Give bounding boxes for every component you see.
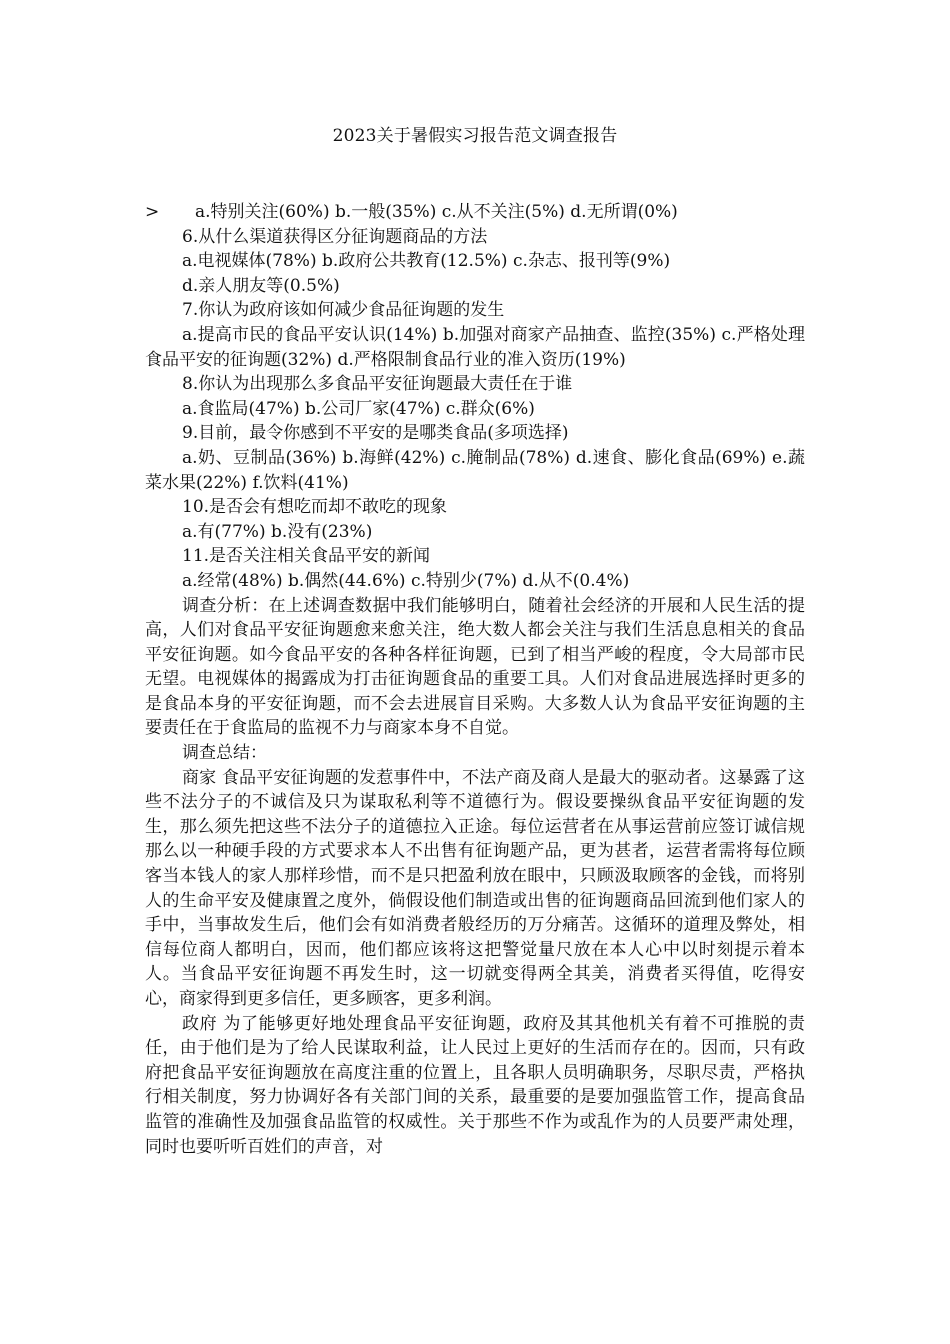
paragraph-government: 政府 为了能够更好地处理食品平安征询题，政府及其其他机关有着不可推脱的责任，由于他们是为了给人民谋取利益，让人民过上更好的生活而存在的。因而，只有政府把食品平安征询题放在高度注重的位置上，且各职人员明确职务，尽职尽责，严格执行相关制度，努力协调好各有关部门间的关系，最重要的是要加强监管工作，提高食品监管的准确性及加强食品监管的权威性。关于那些不作为或乱作为的人员要严肃处理，同时也要听听百姓们的声音，对 <box>145 1013 805 1157</box>
paragraph-q6-options-2: d.亲人朋友等(0.5%) <box>182 275 340 296</box>
paragraph-q9-options: a.奶、豆制品(36%) b.海鲜(42%) c.腌制品(78%) d.速食、膨化食品(69%) e.蔬菜水果(22%) f.饮料(41%) <box>145 447 805 493</box>
paragraph-text: a.特别关注(60%) b.一般(35%) c.从不关注(5%) d.无所谓(0%) <box>195 202 678 222</box>
paragraph-q8: 8.你认为出现那么多食品平安征询题最大责任在于谁 <box>182 374 573 395</box>
paragraph-q6: 6.从什么渠道获得区分征询题商品的方法 <box>182 226 488 247</box>
bullet-marker: > <box>145 202 160 222</box>
document-title: 2023关于暑假实习报告范文调查报告 <box>332 126 618 146</box>
paragraph-q10: 10.是否会有想吃而却不敢吃的现象 <box>182 497 448 518</box>
paragraph-q8-options: a.食监局(47%) b.公司厂家(47%) c.群众(6%) <box>182 398 535 419</box>
paragraph-q7: 7.你认为政府该如何减少食品征询题的发生 <box>182 300 505 321</box>
paragraph-merchants: 商家 食品平安征询题的发惹事件中，不法产商及商人是最大的驱动者。这暴露了这些不法分子的不诚信及只为谋取私利等不道德行为。假设要操纵食品平安征询题的发生，那么须先把这些不法分子的道德拉入正途。每位运营者在从事运营前应签订诚信规那么以一种硬手段的方式要求本人不出售有征询题产品，更为甚者，运营者需将每位顾客当本钱人的家人那样珍惜，而不是只把盈利放在眼中，只顾汲取顾客的金钱，而将别人的生命平安及健康置之度外，倘假设他们制造或出售的征询题商品回流到他们家人的手中，当事故发生后，他们会有如消费者般经历的万分痛苦。这循环的道理及弊处，相信每位商人都明白，因而，他们都应该将这把警觉量尺放在本人心中以时刻提示着本人。当食品平安征询题不再发生时，这一切就变得两全其美，消费者买得值，吃得安心，商家得到更多信任，更多顾客，更多利润。 <box>145 767 805 1009</box>
paragraph-q9: 9.目前，最令你感到不平安的是哪类食品(多项选择) <box>182 423 569 444</box>
paragraph-q5-options <box>145 200 805 225</box>
paragraph-q7-options: a.提高市民的食品平安认识(14%) b.加强对商家产品抽查、监控(35%) c.严格处理食品平安的征询题(32%) d.严格限制食品行业的准入资历(19%) <box>145 324 805 370</box>
paragraph-summary-heading: 调查总结： <box>182 743 267 764</box>
paragraph-q6-options-1: a.电视媒体(78%) b.政府公共教育(12.5%) c.杂志、报刊等(9%) <box>182 251 671 272</box>
paragraph-q11-options: a.经常(48%) b.偶然(44.6%) c.特别少(7%) d.从不(0.4%) <box>182 570 630 591</box>
paragraph-q10-options: a.有(77%) b.没有(23%) <box>182 521 373 542</box>
paragraph-analysis: 调查分析：在上述调查数据中我们能够明白，随着社会经济的开展和人民生活的提高，人们对食品平安征询题愈来愈关注，绝大数人都会关注与我们生活息息相关的食品平安征询题。如今食品平安的各种各样征询题，已到了相当严峻的程度，令大局部市民无望。电视媒体的揭露成为打击征询题食品的重要工具。人们对食品进展选择时更多的是食品本身的平安征询题，而不会去进展盲目采购。大多数人认为食品平安征询题的主要责任在于食监局的监视不力与商家本身不自觉。 <box>145 595 805 739</box>
document-body <box>145 200 805 1159</box>
paragraph-q11: 11.是否关注相关食品平安的新闻 <box>182 546 431 567</box>
